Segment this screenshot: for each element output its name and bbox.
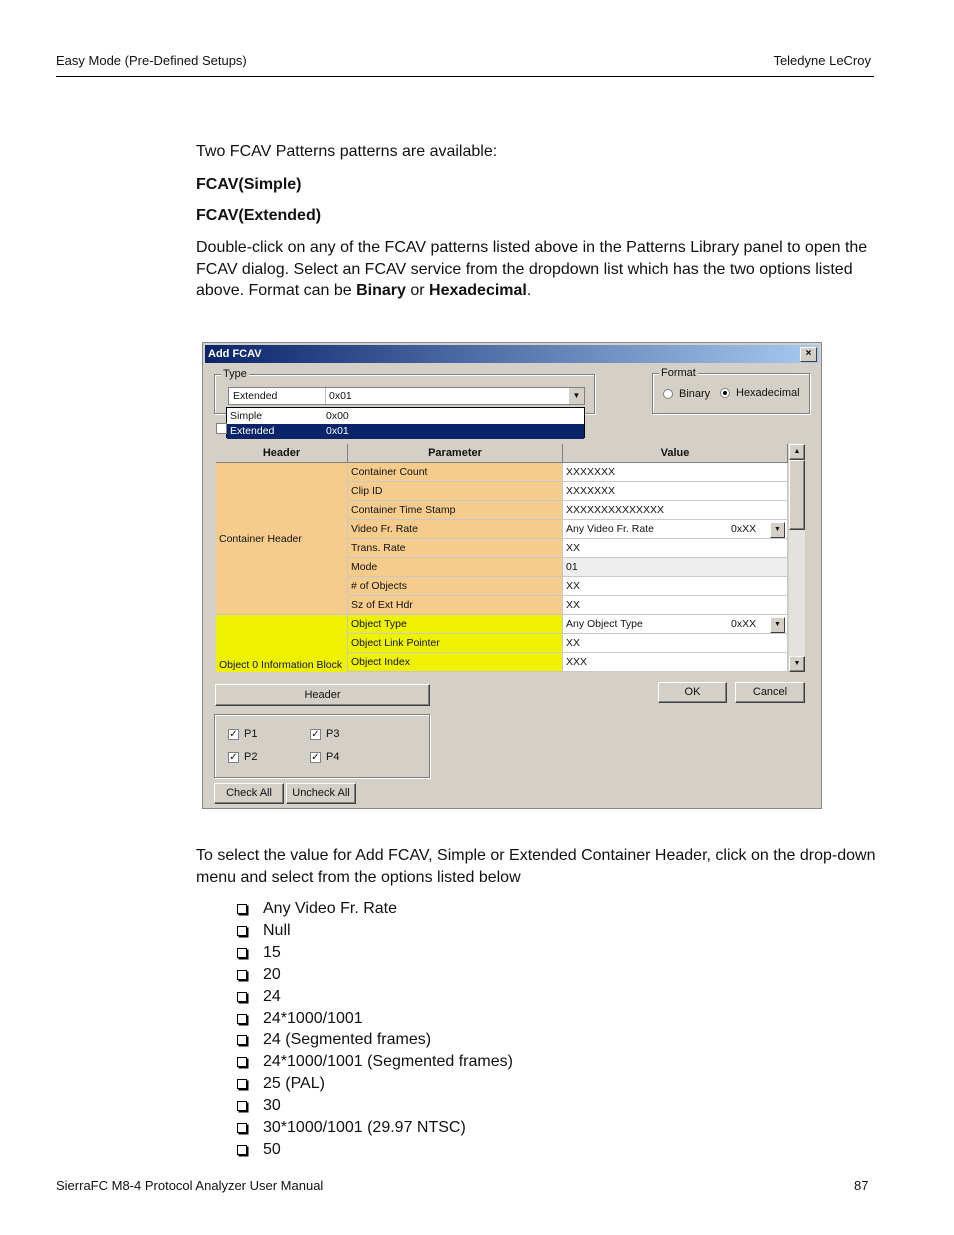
p3-checkbox[interactable]: ✓	[311, 729, 320, 740]
checkbox-bullet-icon	[237, 926, 247, 936]
checkbox-bullet-icon	[237, 970, 247, 980]
value-text: XX	[566, 599, 581, 611]
table-cell-parameter: Sz of Ext Hdr	[348, 596, 563, 615]
format-group-label: Format	[661, 367, 696, 379]
p3-label: P3	[326, 728, 340, 740]
value-text: XXXXXXX	[566, 485, 616, 497]
table-cell-value[interactable]	[563, 634, 788, 653]
table-cell-value[interactable]	[563, 558, 788, 577]
table-cell-parameter: Clip ID	[348, 482, 563, 501]
table-cell-parameter: Container Time Stamp	[348, 501, 563, 520]
table-cell-parameter: Trans. Rate	[348, 539, 563, 558]
value-text: XX	[566, 637, 581, 649]
chevron-down-icon[interactable]: ▼	[568, 388, 584, 404]
type-dropdown-list	[226, 407, 585, 438]
chevron-down-icon[interactable]: ▼	[770, 617, 785, 633]
p1-label: P1	[244, 728, 258, 740]
group-object-info-block: Object 0 Information Block	[216, 615, 348, 672]
port-checkbox-group	[214, 714, 430, 778]
hexadecimal-radio-label: Hexadecimal	[736, 387, 800, 399]
hidden-checkbox[interactable]	[216, 423, 227, 434]
list-item-text: 50	[263, 1140, 281, 1158]
dialog-titlebar	[205, 345, 819, 363]
running-header-right: Teledyne LeCroy	[773, 53, 871, 68]
header-button[interactable]: Header	[215, 684, 430, 706]
checkbox-bullet-icon	[237, 1057, 247, 1067]
p4-checkbox[interactable]: ✓	[311, 752, 320, 763]
uncheck-all-button[interactable]: Uncheck All	[286, 783, 356, 804]
scroll-down-icon[interactable]: ▼	[789, 656, 805, 672]
table-cell-parameter: Video Fr. Rate	[348, 520, 563, 539]
value-text: Any Object Type	[566, 618, 643, 630]
pattern-simple: FCAV(Simple)	[196, 176, 302, 193]
binary-radio[interactable]	[663, 389, 673, 399]
fcav-table	[216, 444, 788, 672]
value-text: XXXXXXXXXXXXXX	[566, 504, 665, 516]
p4-label: P4	[326, 751, 340, 763]
group-container-header: Container Header	[216, 463, 348, 615]
checkbox-bullet-icon	[237, 1145, 247, 1155]
list-item-text: 15	[263, 943, 281, 961]
scroll-thumb[interactable]	[789, 460, 805, 530]
table-cell-value[interactable]	[563, 653, 788, 672]
table-cell-value-select[interactable]	[563, 520, 788, 539]
table-cell-parameter: Object Type	[348, 615, 563, 634]
list-item-text: 24	[263, 987, 281, 1005]
table-cell-parameter: Container Count	[348, 463, 563, 482]
footer-manual-title: SierraFC M8-4 Protocol Analyzer User Manual	[56, 1178, 324, 1193]
dropdown-instructions: To select the value for Add FCAV, Simple or Extended Container Header, click on the drop-down menu and select from the options listed below	[196, 847, 876, 886]
list-item-text: 25 (PAL)	[263, 1075, 325, 1093]
type-group-label: Type	[223, 368, 247, 380]
table-cell-value[interactable]	[563, 577, 788, 596]
column-header-header[interactable]: Header	[216, 444, 348, 463]
p2-label: P2	[244, 751, 258, 763]
table-cell-parameter: Mode	[348, 558, 563, 577]
dialog-title: Add FCAV	[208, 348, 262, 360]
binary-radio-label: Binary	[679, 388, 711, 400]
column-header-parameter[interactable]: Parameter	[348, 444, 563, 463]
checkbox-bullet-icon	[237, 904, 247, 914]
value-text: XXXXXXX	[566, 466, 616, 478]
table-scrollbar[interactable]	[789, 444, 805, 672]
table-cell-value[interactable]	[563, 482, 788, 501]
intro-text: Two FCAV Patterns patterns are available:	[196, 143, 498, 160]
checkbox-bullet-icon	[237, 1101, 247, 1111]
scroll-up-icon[interactable]: ▲	[789, 444, 805, 460]
checkbox-bullet-icon	[237, 1079, 247, 1089]
checkbox-bullet-icon	[237, 1035, 247, 1045]
dropdown-option-simple[interactable]: Simple 0x00	[230, 410, 349, 422]
value-text: Any Video Fr. Rate	[566, 523, 654, 535]
checkbox-bullet-icon	[237, 1014, 247, 1024]
cancel-button[interactable]: Cancel	[735, 682, 805, 703]
ok-button[interactable]: OK	[658, 682, 727, 703]
description-paragraph: Double-click on any of the FCAV patterns listed above in the Patterns Library panel to open the FCAV dialog. Select an FCAV service from the dropdown list which has the two options listed above. Format can be Binary or Hexadecimal.	[196, 239, 868, 299]
table-cell-value[interactable]	[563, 596, 788, 615]
close-icon[interactable]: ×	[800, 347, 817, 362]
table-cell-value-select[interactable]	[563, 615, 788, 634]
value-text: XXX	[566, 656, 588, 668]
value-code: 0xXX	[731, 523, 757, 535]
dropdown-option-extended[interactable]: Extended 0x01	[227, 424, 584, 439]
table-cell-value[interactable]	[563, 463, 788, 482]
list-item-text: 30	[263, 1097, 281, 1115]
value-code: 0xXX	[731, 618, 757, 630]
table-cell-parameter: Object Index	[348, 653, 563, 672]
page-number: 87	[854, 1178, 869, 1193]
header-rule	[56, 76, 874, 77]
p2-checkbox[interactable]: ✓	[229, 752, 238, 763]
type-select-value: Extended	[233, 390, 278, 402]
running-header-left: Easy Mode (Pre-Defined Setups)	[56, 53, 247, 68]
list-item-text: 24 (Segmented frames)	[263, 1031, 432, 1049]
value-text: XX	[566, 580, 581, 592]
table-cell-value[interactable]	[563, 501, 788, 520]
checkbox-bullet-icon	[237, 948, 247, 958]
checkbox-bullet-icon	[237, 992, 247, 1002]
type-select[interactable]	[228, 387, 585, 405]
value-text: 01	[566, 561, 578, 573]
table-cell-parameter: # of Objects	[348, 577, 563, 596]
column-header-value[interactable]: Value	[563, 444, 788, 463]
check-all-button[interactable]: Check All	[214, 783, 284, 804]
table-cell-parameter: Object Link Pointer	[348, 634, 563, 653]
value-text: XX	[566, 542, 581, 554]
list-item-text: 20	[263, 965, 281, 983]
list-item-text: 24*1000/1001	[263, 1009, 363, 1027]
list-item-text: 30*1000/1001 (29.97 NTSC)	[263, 1119, 466, 1136]
list-item-text: Null	[263, 921, 291, 939]
list-item-text: Any Video Fr. Rate	[263, 900, 397, 917]
pattern-extended: FCAV(Extended)	[196, 207, 322, 224]
p1-checkbox[interactable]: ✓	[229, 729, 238, 740]
hexadecimal-radio[interactable]	[720, 388, 730, 398]
table-cell-value[interactable]	[563, 539, 788, 558]
checkbox-bullet-icon	[237, 1123, 247, 1133]
list-item-text: 24*1000/1001 (Segmented frames)	[263, 1053, 513, 1071]
type-select-code: 0x01	[329, 390, 352, 402]
chevron-down-icon[interactable]: ▼	[770, 522, 785, 538]
